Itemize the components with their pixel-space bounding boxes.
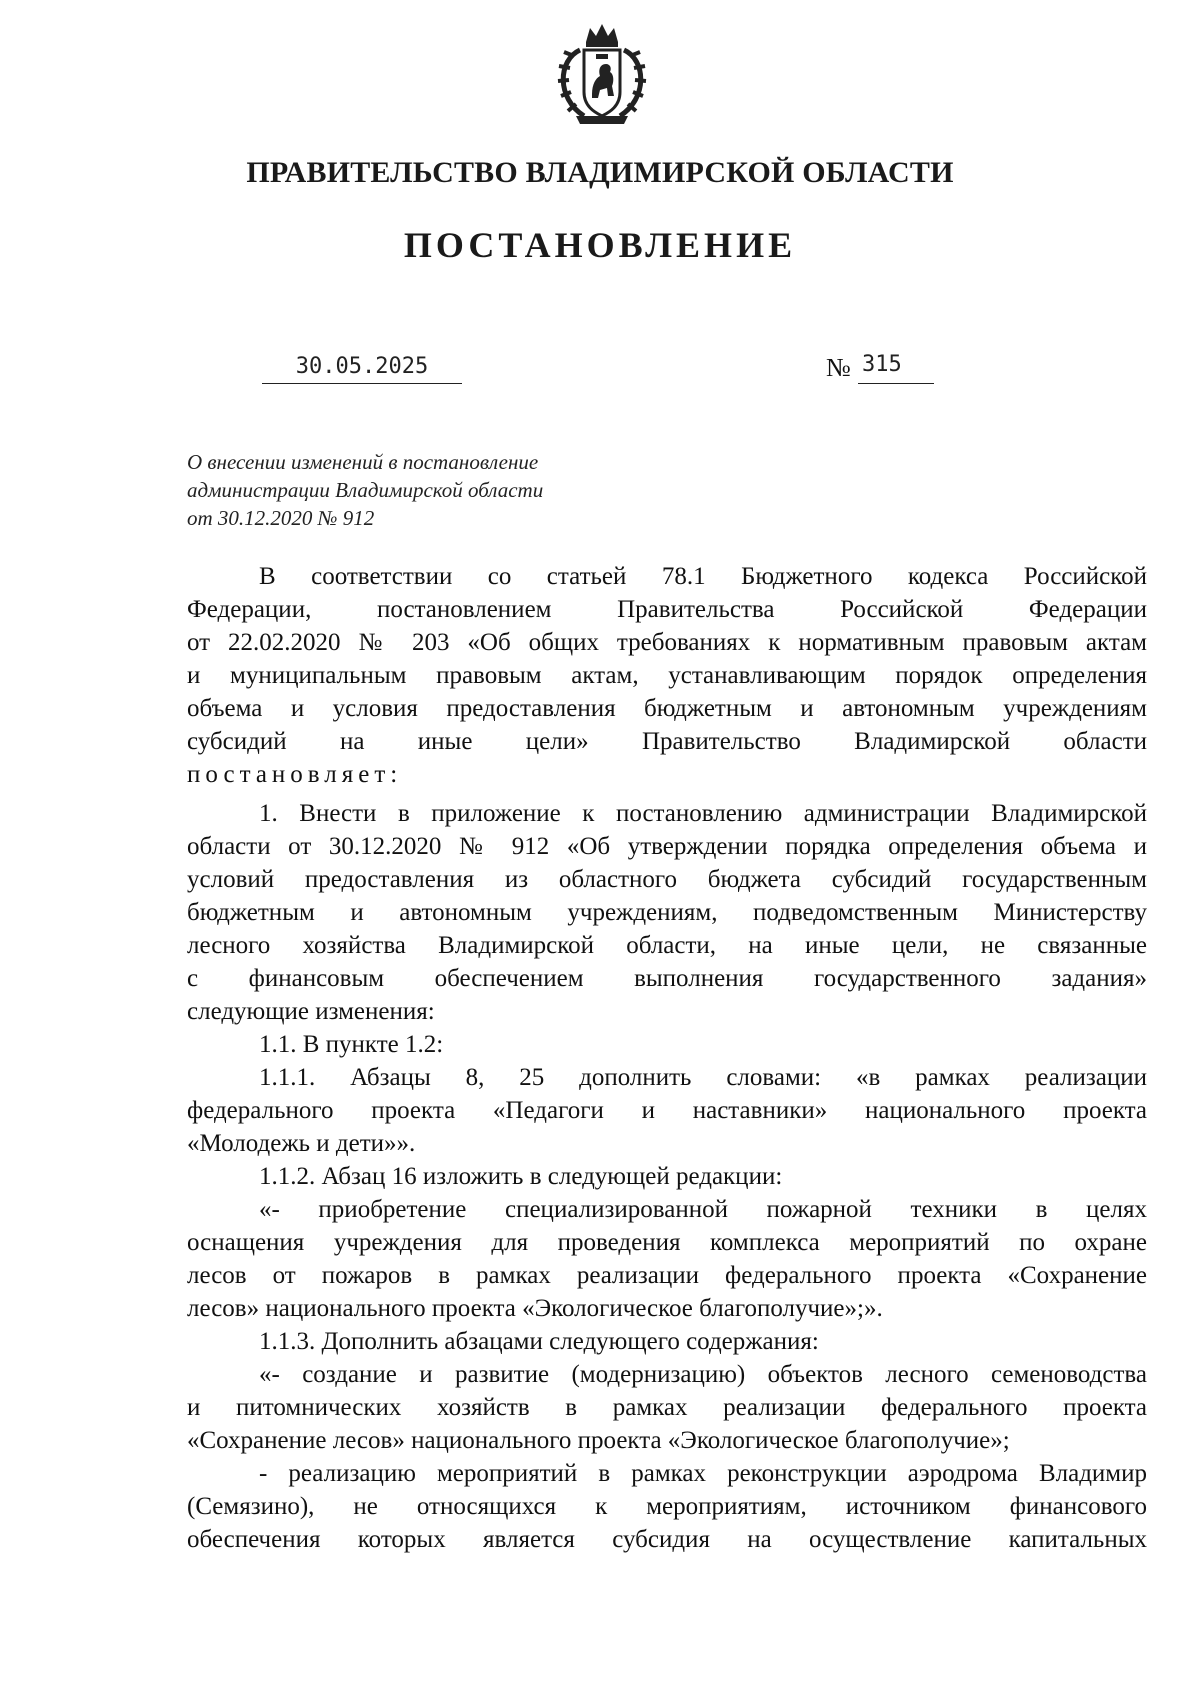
body-line: (Семязино), не относящихся к мероприятиям, источником финансового [187,1493,1147,1520]
body-line: постановляет: [187,761,403,788]
body-line: 1.1.2. Абзац 16 изложить в следующей редакции: [259,1163,783,1190]
body-line: условий предоставления из областного бюджета субсидий государственным [187,866,1147,893]
body-line: «- приобретение специализированной пожарной техники в целях [259,1196,1147,1223]
body-line: и питомнических хозяйств в рамках реализации федерального проекта [187,1394,1147,1421]
body-line: - реализацию мероприятий в рамках реконструкции аэродрома Владимир [259,1460,1147,1487]
document-type: ПОСТАНОВЛЕНИЕ [403,225,797,265]
subject-line: администрации Владимирской области [187,478,544,502]
body-line: 1.1.3. Дополнить абзацами следующего содержания: [259,1328,819,1355]
body-line: В соответствии со статьей 78.1 Бюджетного кодекса Российской [259,563,1147,590]
body-line: обеспечения которых является субсидия на осуществление капитальных [187,1526,1147,1553]
document-subject [187,448,637,532]
coat-of-arms-icon [540,20,664,128]
body-line: «Сохранение лесов» национального проекта «Экологическое благополучие»; [187,1427,1010,1454]
date-underline [262,383,462,384]
body-line: области от 30.12.2020 № 912 «Об утверждении порядка определения объема и [187,833,1147,860]
body-line: бюджетным и автономным учреждениям, подведомственным Министерству [187,899,1147,926]
body-line: и муниципальным правовым актам, устанавливающим порядок определения [187,662,1147,689]
body-line: Федерации, постановлением Правительства Российской Федерации [187,596,1147,623]
number-underline [858,383,934,384]
subject-line: от 30.12.2020 № 912 [187,506,375,530]
document-date: 30.05.2025 [295,354,429,379]
body-line: 1.1. В пункте 1.2: [259,1031,444,1058]
document-body [187,560,1147,1556]
body-line: с финансовым обеспечением выполнения государственного задания» [187,965,1147,992]
body-line: федерального проекта «Педагоги и наставники» национального проекта [187,1097,1147,1124]
body-line: 1.1.1. Абзацы 8, 25 дополнить словами: «в рамках реализации [259,1064,1147,1091]
body-line: «Молодежь и дети»». [187,1130,416,1157]
document-number: 315 [862,352,902,377]
body-line: «- создание и развитие (модернизацию) объектов лесного семеноводства [259,1361,1147,1388]
subject-line: О внесении изменений в постановление [187,450,539,474]
body-line: от 22.02.2020 № 203 «Об общих требованиях к нормативным правовым актам [187,629,1147,656]
body-line: следующие изменения: [187,998,435,1025]
body-line: лесного хозяйства Владимирской области, на иные цели, не связанные [187,932,1147,959]
body-line: оснащения учреждения для проведения комплекса мероприятий по охране [187,1229,1147,1256]
body-line: объема и условия предоставления бюджетным и автономным учреждениям [187,695,1147,722]
body-line: лесов от пожаров в рамках реализации федерального проекта «Сохранение [187,1262,1147,1289]
org-name: ПРАВИТЕЛЬСТВО ВЛАДИМИРСКОЙ ОБЛАСТИ [246,156,954,189]
body-line: субсидий на иные цели» Правительство Владимирской области [187,728,1147,755]
body-line: 1. Внести в приложение к постановлению администрации Владимирской [259,800,1147,827]
body-line: лесов» национального проекта «Экологическое благополучие»;». [187,1295,883,1322]
number-sign: № [826,353,851,382]
